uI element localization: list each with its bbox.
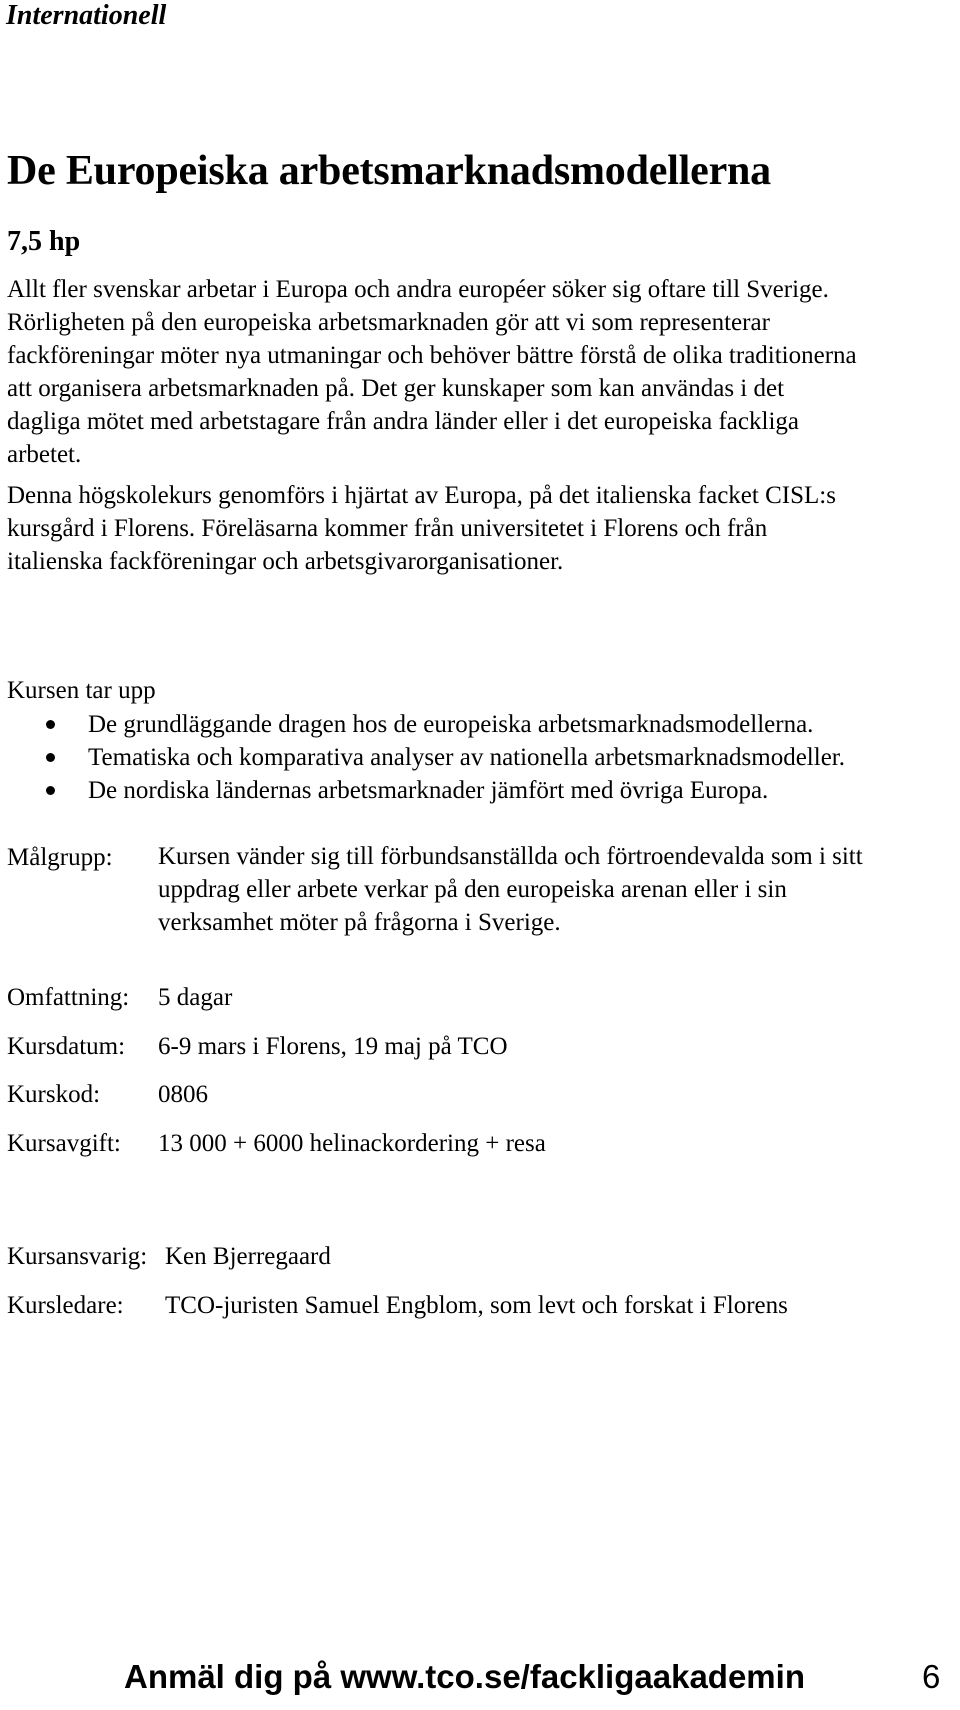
section-label: Internationell bbox=[6, 0, 167, 31]
paragraph-line: Allt fler svenskar arbetar i Europa och andra européer söker sig oftare till Sverige. bbox=[7, 276, 829, 303]
list-item-text: De grundläggande dragen hos de europeiska arbetsmarknadsmodellerna. bbox=[88, 711, 814, 738]
paragraph-line: att organisera arbetsmarknaden på. Det ger kunskaper som kan användas i det bbox=[7, 375, 785, 402]
course-code-label: Kurskod: bbox=[7, 1081, 101, 1108]
paragraph-line: kursgård i Florens. Föreläsarna kommer från universitetet i Florens och från bbox=[7, 515, 768, 542]
course-title: De Europeiska arbetsmarknadsmodellerna bbox=[7, 148, 771, 194]
target-group-line: Kursen vänder sig till förbundsanställda och förtroendevalda som i sitt bbox=[158, 843, 863, 870]
bullet-icon bbox=[46, 786, 55, 795]
list-item-text: Tematiska och komparativa analyser av nationella arbetsmarknadsmodeller. bbox=[88, 744, 845, 771]
bullet-icon bbox=[46, 753, 55, 762]
bullet-icon bbox=[46, 720, 55, 729]
leader-value: TCO-juristen Samuel Engblom, som levt och forskat i Florens bbox=[165, 1292, 788, 1319]
paragraph-line: dagliga mötet med arbetstagare från andra länder eller i det europeiska fackliga bbox=[7, 408, 799, 435]
responsible-value: Ken Bjerregaard bbox=[165, 1243, 331, 1270]
course-credits: 7,5 hp bbox=[7, 226, 81, 257]
scope-label: Omfattning: bbox=[7, 984, 130, 1011]
list-item-text: De nordiska ländernas arbetsmarknader jämfört med övriga Europa. bbox=[88, 777, 769, 804]
dates-label: Kursdatum: bbox=[7, 1033, 126, 1060]
paragraph-line: Rörligheten på den europeiska arbetsmarknaden gör att vi som representerar bbox=[7, 309, 770, 336]
intro-paragraph bbox=[7, 273, 857, 471]
page-number: 6 bbox=[922, 1658, 941, 1695]
paragraph-line: fackföreningar möter nya utmaningar och behöver bättre förstå de olika traditionerna bbox=[7, 342, 857, 369]
target-group-line: verksamhet möter på frågorna i Sverige. bbox=[158, 909, 561, 936]
target-group-value bbox=[158, 840, 863, 939]
fee-label: Kursavgift: bbox=[7, 1130, 121, 1157]
location-paragraph bbox=[7, 479, 836, 578]
signup-link-text: Anmäl dig på www.tco.se/fackligaakademin bbox=[124, 1658, 805, 1695]
target-group-line: uppdrag eller arbete verkar på den europeiska arenan eller i sin bbox=[158, 876, 787, 903]
fee-value: 13 000 + 6000 helinackordering + resa bbox=[158, 1130, 546, 1157]
paragraph-line: arbetet. bbox=[7, 441, 82, 468]
dates-value: 6-9 mars i Florens, 19 maj på TCO bbox=[158, 1033, 508, 1060]
responsible-label: Kursansvarig: bbox=[7, 1243, 148, 1270]
course-code-value: 0806 bbox=[158, 1081, 208, 1108]
leader-label: Kursledare: bbox=[7, 1292, 124, 1319]
topics-intro: Kursen tar upp bbox=[7, 677, 156, 704]
target-group-label: Målgrupp: bbox=[7, 844, 113, 871]
paragraph-line: Denna högskolekurs genomförs i hjärtat av Europa, på det italienska facket CISL:s bbox=[7, 482, 836, 509]
scope-value: 5 dagar bbox=[158, 984, 233, 1011]
paragraph-line: italienska fackföreningar och arbetsgivarorganisationer. bbox=[7, 548, 564, 575]
